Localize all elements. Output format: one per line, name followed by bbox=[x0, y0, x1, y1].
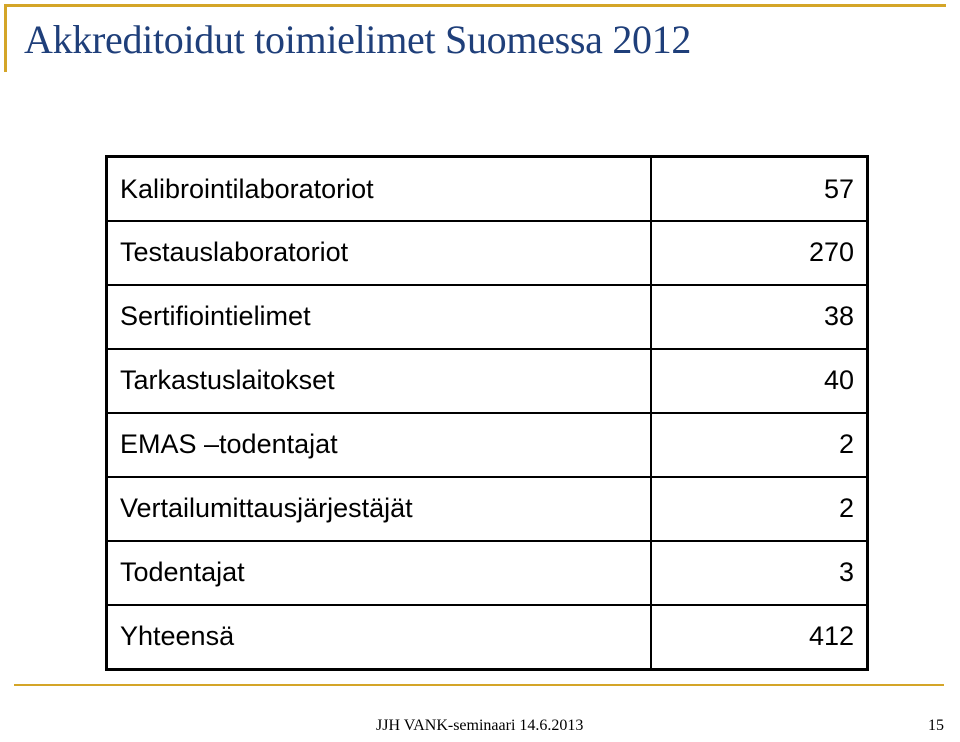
row-value: 57 bbox=[651, 157, 868, 222]
table-row bbox=[107, 157, 868, 222]
row-label: Kalibrointilaboratoriot bbox=[107, 157, 652, 222]
total-label: Yhteensä bbox=[107, 605, 652, 670]
row-label: EMAS –todentajat bbox=[107, 413, 652, 477]
row-value: 2 bbox=[651, 477, 868, 541]
table-row bbox=[107, 413, 868, 477]
row-label: Vertailumittausjärjestäjät bbox=[107, 477, 652, 541]
row-value: 2 bbox=[651, 413, 868, 477]
slide-title: Akkreditoidut toimielimet Suomessa 2012 bbox=[24, 17, 692, 62]
table-row-total bbox=[107, 605, 868, 670]
table-row bbox=[107, 477, 868, 541]
row-label: Tarkastuslaitokset bbox=[107, 349, 652, 413]
page-number: 15 bbox=[928, 717, 944, 734]
row-value: 38 bbox=[651, 285, 868, 349]
left-accent-rule bbox=[4, 4, 7, 72]
row-value: 40 bbox=[651, 349, 868, 413]
row-label: Testauslaboratoriot bbox=[107, 221, 652, 285]
accredited-bodies-table bbox=[105, 155, 869, 671]
row-value: 270 bbox=[651, 221, 868, 285]
table-row bbox=[107, 221, 868, 285]
table-row bbox=[107, 541, 868, 605]
table-row bbox=[107, 349, 868, 413]
total-value: 412 bbox=[651, 605, 868, 670]
footer-text: JJH VANK-seminaari 14.6.2013 bbox=[376, 717, 584, 734]
table-row bbox=[107, 285, 868, 349]
row-value: 3 bbox=[651, 541, 868, 605]
row-label: Todentajat bbox=[107, 541, 652, 605]
row-label: Sertifiointielimet bbox=[107, 285, 652, 349]
top-accent-rule bbox=[4, 4, 946, 7]
footer-accent-rule bbox=[14, 684, 944, 686]
